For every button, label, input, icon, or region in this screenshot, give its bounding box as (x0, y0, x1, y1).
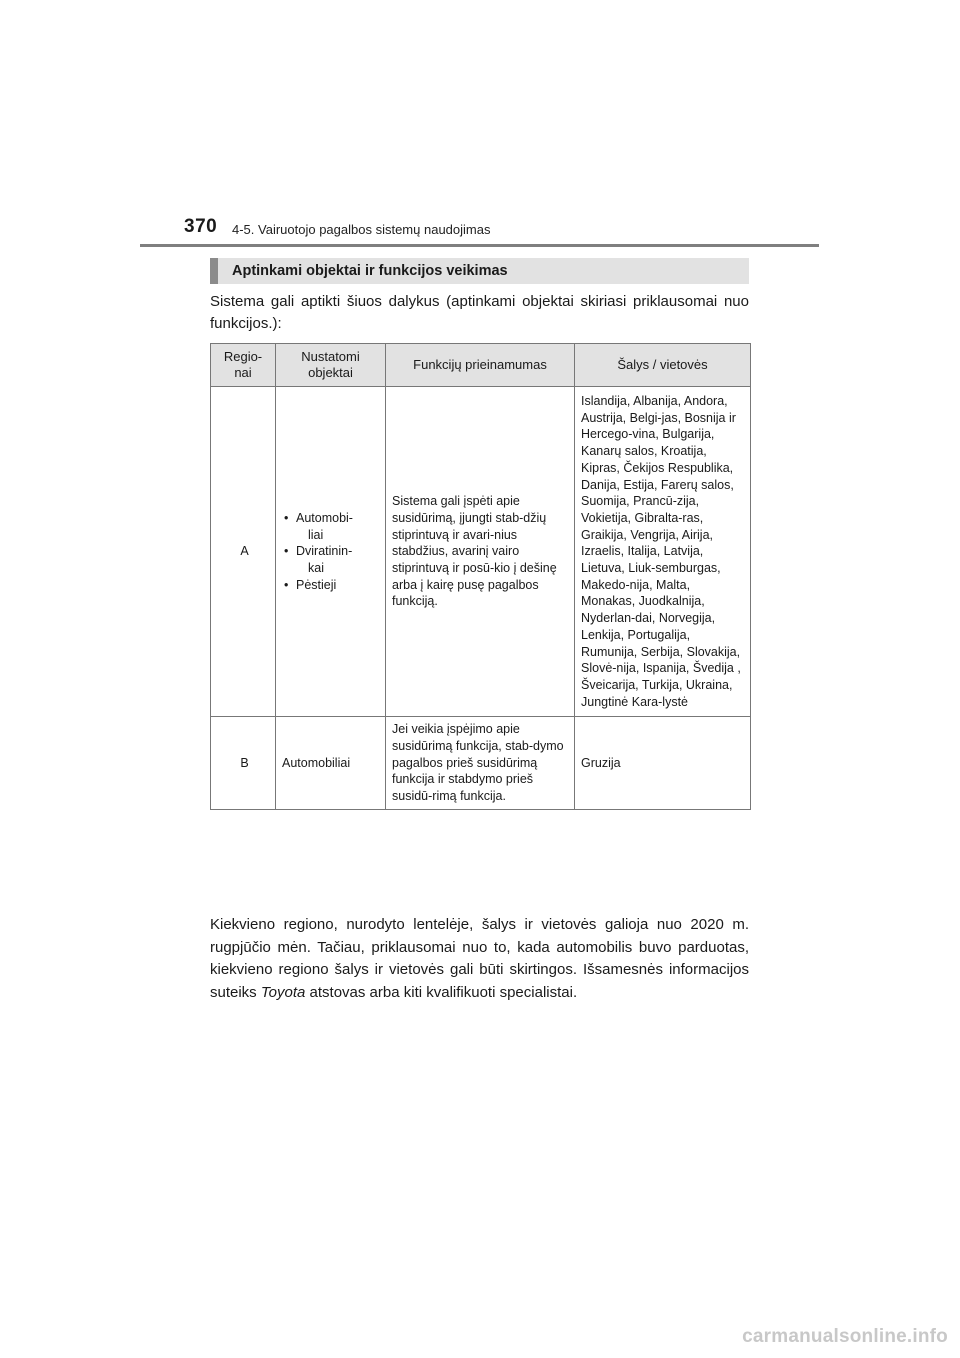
functions-cell: Sistema gali įspėti apie susidūrimą, įjungti stab-džių stiprintuvą ir avari-nius stabdžius, avarinį vairo stiprintuvą ir posū-kio į dešinę arba į kairę pusę pagalbos funkciją. (386, 387, 575, 717)
countries-cell: Gruzija (575, 717, 751, 810)
table-header-row (211, 344, 751, 387)
chapter-title: 4-5. Vairuotojo pagalbos sistemų naudojimas (232, 222, 491, 237)
header-functions: Funkcijų prieinamumas (386, 344, 575, 387)
brand-name: Toyota (260, 983, 306, 1001)
objects-cell (276, 387, 386, 717)
header-regions-line2: nai (234, 365, 252, 380)
object-car-line1: Automobi- (296, 510, 353, 525)
page-number: 370 (184, 216, 218, 237)
outro-text-part2: atstovas arba kiti kvalifikuoti specialistai. (305, 983, 578, 1001)
list-item (282, 543, 382, 576)
object-cyclist-line2: kai (308, 561, 324, 576)
header-regions (211, 344, 276, 387)
countries-cell: Islandija, Albanija, Andora, Austrija, Belgi-jas, Bosnija ir Hercego-vina, Bulgarija, Kanarų salos, Kroatija, Kipras, Čekijos Respublika, Danija, Estija, Farerų salos, Suomija, Prancū-zija, Vokietija, Gibralta-ras, Graikija, Vengrija, Airija, Izraelis, Italija, Latvija, Lietuva, Liuk-semburgas, Makedo-nija, Malta, Monakas, Juodkalnija, Nyderlan-dai, Norvegija, Lenkija, Portugalija, Rumunija, Serbija, Slovakija, Slovė-nija, Ispanija, Švedija , Šveicarija, Turkija, Ukraina, Jungtinė Kara-lystė (575, 387, 751, 717)
site-watermark: carmanualsonline.info (742, 1326, 948, 1347)
object-cyclist-line1: Dviratinin- (296, 544, 353, 559)
header-regions-line1: Regio- (223, 349, 263, 364)
objects-cell: Automobiliai (276, 717, 386, 810)
header-rule (140, 244, 819, 247)
table-row (211, 387, 751, 717)
table-row (211, 717, 751, 810)
intro-paragraph: Sistema gali aptikti šiuos dalykus (aptinkami objektai skiriasi priklausomai nuo funkcijos.): (210, 293, 749, 332)
list-item: • Pėstieji (282, 577, 382, 594)
outro-paragraph (210, 914, 749, 1004)
object-car-line2: liai (308, 527, 324, 542)
region-cell: B (211, 717, 276, 810)
header-objects-line1: Nustatomi (301, 349, 360, 364)
header-countries: Šalys / vietovės (575, 344, 751, 387)
section-heading: Aptinkami objektai ir funkcijos veikimas (210, 258, 749, 284)
region-cell: A (211, 387, 276, 717)
list-item (282, 510, 382, 543)
header-objects-line2: objektai (308, 365, 353, 380)
detection-table (210, 343, 751, 810)
functions-cell: Jei veikia įspėjimo apie susidūrimą funkcija, stab-dymo pagalbos prieš susidūrimą funkcija ir stabdymo prieš susidū-rimą funkcija. (386, 717, 575, 810)
outro-text-part1: Kiekvieno regiono, nurodyto lentelėje, šalys ir vietovės galioja nuo 2020 m. rugpjūčio mėn. Tačiau, priklausomai nuo to, kada automobilis buvo parduotas, kiekvieno regiono šalys ir vietovės gali būti skirtingos. Išsamesnės informacijos suteiks (210, 916, 749, 1001)
objects-list (282, 510, 382, 594)
header-objects (276, 344, 386, 387)
